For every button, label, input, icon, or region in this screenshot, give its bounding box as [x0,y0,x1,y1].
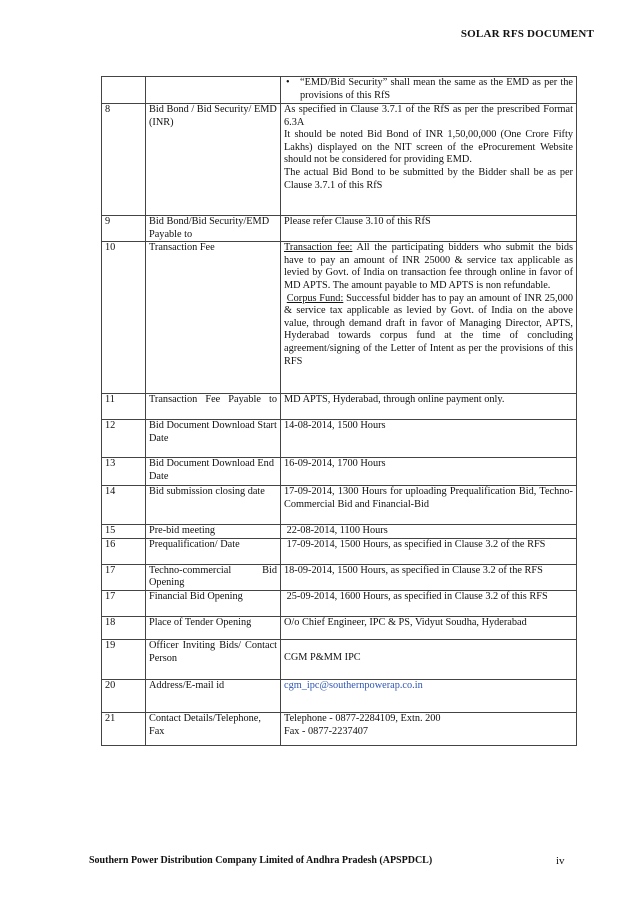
email-link[interactable]: cgm_ipc@southernpowerap.co.in [284,679,423,691]
row-item: Bid Bond / Bid Security/ EMD (INR) [146,104,281,216]
row-detail: MD APTS, Hyderabad, through online payment only. [281,394,577,420]
document-footer: Southern Power Distribution Company Limited of Andhra Pradesh (APSPDCL) [89,855,433,866]
table-row [102,77,577,104]
table-row [102,616,577,639]
row-item: Techno-commercial Bid Opening [146,564,281,590]
bullet-icon: • [286,77,290,88]
row-item: Bid submission closing date [146,486,281,525]
row-item: Address/E-mail id [146,679,281,712]
row-number: 17 [102,590,146,616]
row-detail: Please refer Clause 3.10 of this RfS [281,216,577,242]
row-detail [281,679,577,712]
row-item: Bid Document Download End Date [146,458,281,486]
row-item: Bid Bond/Bid Security/EMD Payable to [146,216,281,242]
table-row [102,458,577,486]
row-item: Place of Tender Opening [146,616,281,639]
row-number: 20 [102,679,146,712]
table-row [102,564,577,590]
row-item: Officer Inviting Bids/ Contact Person [146,639,281,679]
row-detail: CGM P&MM IPC [281,639,577,679]
bid-details-table [101,76,577,746]
row-item: Transaction Fee Payable to [146,394,281,420]
row-detail: 25-09-2014, 1600 Hours, as specified in Clause 3.2 of this RFS [281,590,577,616]
row-detail: Transaction fee: All the participating bidders who submit the bids have to pay an amount of INR 25000 & service tax applicable as levied by Govt. of India on transaction fee through online in favor of MD APTS. The amount payable to MD APTS is non refundable. Corpus Fund: Successful bidder has to pay an amount of INR 25,000 & service tax applicable as levied by Govt. of India on the above value, through demand draft in favor of Managing Director, APTS, Hyderabad towards corpus fund at the time of concluding agreement/signing of the Letter of Intent as per the provisions of this RFS [281,242,577,394]
row-number: 18 [102,616,146,639]
row-number: 10 [102,242,146,394]
row-number: 21 [102,712,146,745]
document-header: SOLAR RFS DOCUMENT [460,28,594,40]
row-number: 17 [102,564,146,590]
row-item: Financial Bid Opening [146,590,281,616]
table-row [102,525,577,539]
row-detail: 14-08-2014, 1500 Hours [281,420,577,458]
table-row [102,486,577,525]
table-row [102,242,577,394]
row-detail: 18-09-2014, 1500 Hours, as specified in Clause 3.2 of the RFS [281,564,577,590]
table-row [102,712,577,745]
row-number: 19 [102,639,146,679]
table-row [102,679,577,712]
bullet-item: • “EMD/Bid Security” shall mean the same as the EMD as per the provisions of this RfS [286,77,573,101]
row-detail: 22-08-2014, 1100 Hours [281,525,577,539]
row-item: Bid Document Download Start Date [146,420,281,458]
row-number: 9 [102,216,146,242]
row-item: Contact Details/Telephone, Fax [146,712,281,745]
row-detail: 17-09-2014, 1300 Hours for uploading Prequalification Bid, Techno-Commercial Bid and Financial-Bid [281,486,577,525]
table-row [102,538,577,564]
row-number: 16 [102,538,146,564]
row-number: 12 [102,420,146,458]
table-row [102,590,577,616]
table-row [102,216,577,242]
table-row [102,394,577,420]
row-number: 15 [102,525,146,539]
row-detail: As specified in Clause 3.7.1 of the RfS as per the prescribed Format 6.3A It should be noted Bid Bond of INR 1,50,00,000 (One Crore Fifty Lakhs) displayed on the NIT screen of the eProcurement Website should not be considered for providing EMD. The actual Bid Bond to be submitted by the Bidder shall be as per Clause 3.7.1 of this RfS [281,104,577,216]
row-item: Pre-bid meeting [146,525,281,539]
row-number: 14 [102,486,146,525]
page-number: iv [556,855,565,867]
row-item: Transaction Fee [146,242,281,394]
row-number: 11 [102,394,146,420]
row-detail: Telephone - 0877-2284109, Extn. 200 Fax - 0877-2237407 [281,712,577,745]
row-item: Prequalification/ Date [146,538,281,564]
table-row [102,639,577,679]
table-row [102,420,577,458]
table-row [102,104,577,216]
row-detail: O/o Chief Engineer, IPC & PS, Vidyut Soudha, Hyderabad [281,616,577,639]
row-number: 13 [102,458,146,486]
row-detail: 17-09-2014, 1500 Hours, as specified in Clause 3.2 of the RFS [281,538,577,564]
row-detail: 16-09-2014, 1700 Hours [281,458,577,486]
row-number: 8 [102,104,146,216]
